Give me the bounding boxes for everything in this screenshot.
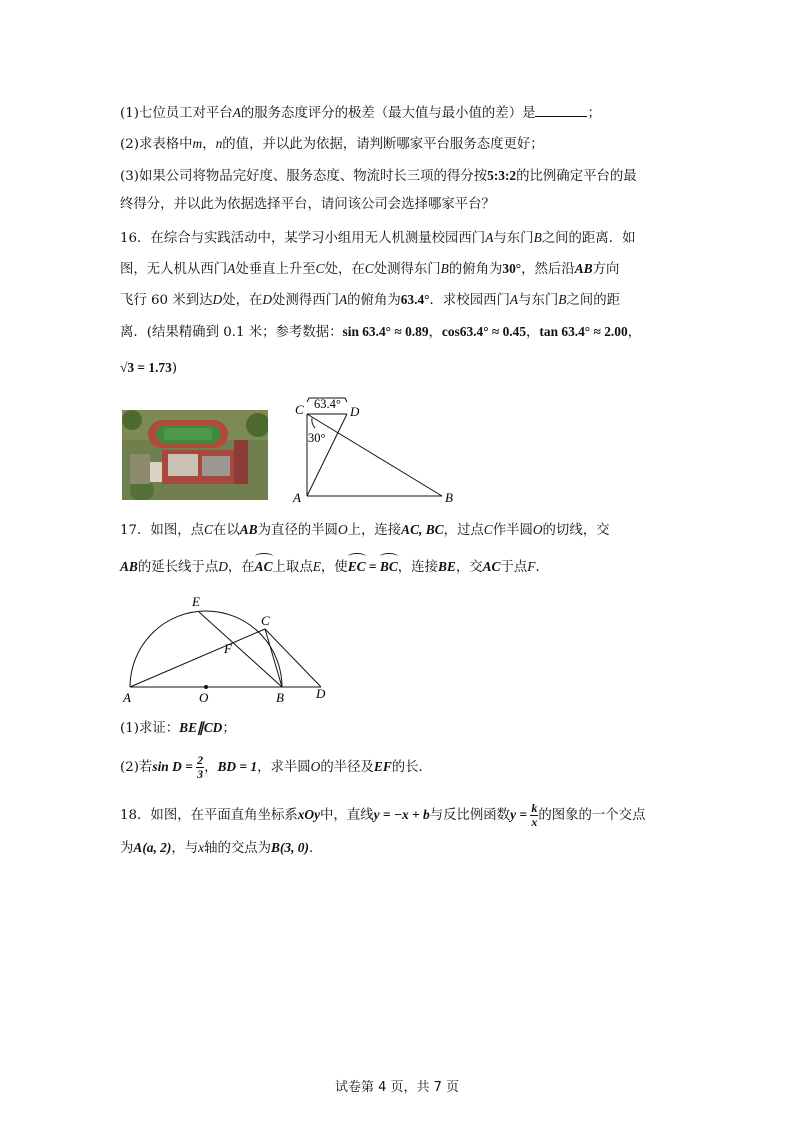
campus-aerial-photo bbox=[122, 410, 268, 500]
label-angle-30: 30° bbox=[308, 431, 326, 445]
semicircle-arc bbox=[130, 611, 282, 687]
answer-blank bbox=[535, 104, 587, 117]
label-c: C bbox=[261, 613, 270, 628]
q16-line3: 飞行 60 米到达D处，在D处测得西门A的俯角为63.4°．求校园西门A与东门B之间的距 bbox=[120, 292, 620, 308]
label-a: A bbox=[123, 690, 131, 704]
campus-photo-illustration bbox=[122, 410, 268, 500]
q15-part3-cont: 终得分，并以此为依据选择平台，请问该公司会选择哪家平台？ bbox=[120, 197, 495, 212]
q15-part1: (1)七位员工对平台A的服务态度评分的极差（最大值与最小值的差）是 ； bbox=[120, 105, 601, 121]
q17-figure bbox=[118, 590, 340, 704]
label-d: D bbox=[316, 686, 326, 701]
q16-line1: 16．在综合与实践活动中，某学习小组用无人机测量校园西门A与东门B之间的距离．如 bbox=[120, 230, 636, 246]
label-f: F bbox=[224, 641, 232, 656]
q16-line2: 图，无人机从西门A处垂直上升至C处，在C处测得东门B的俯角为30°，然后沿AB方向 bbox=[120, 261, 620, 277]
q16-line5: √3 = 1.73) bbox=[120, 360, 178, 376]
label-d: D bbox=[350, 404, 360, 419]
q15-part3: (3)如果公司将物品完好度、服务态度、物流时长三项的得分按5:3:2的比例确定平台的最 bbox=[120, 168, 637, 184]
q16-figure bbox=[290, 392, 462, 506]
label-b: B bbox=[276, 690, 284, 704]
q18-line1: 18．如图，在平面直角坐标系xOy中，直线y = −x + b与反比例函数y = $\frac{k}{x}$ 的图象的一个交点 bbox=[120, 801, 646, 829]
q17-line2: AB的延长线于点D，在AC上取点E，使EC = BC，连接BE，交AC于点F． bbox=[120, 559, 549, 575]
q18-line2: 为A(a, 2)，与x轴的交点为B(3, 0)． bbox=[120, 840, 323, 856]
q17-line1: 17．如图，点C在以AB为直径的半圆O上，连接AC, BC，过点C作半圆O的切线，交 bbox=[120, 522, 610, 538]
angle-30-marker bbox=[312, 418, 315, 428]
label-c: C bbox=[295, 402, 304, 417]
label-e: E bbox=[192, 594, 200, 609]
q15-part2: (2)求表格中m，n的值，并以此为依据，请判断哪家平台服务态度更好； bbox=[120, 136, 544, 152]
fraction-k-over-x: $\frac{k}{x}$ bbox=[531, 801, 538, 829]
label-b: B bbox=[445, 490, 453, 505]
q16-line4: 离．(结果精确到 0.1 米；参考数据：sin 63.4° ≈ 0.89，cos63.4° ≈ 0.45，tan 63.4° ≈ 2.00， bbox=[120, 324, 642, 340]
fraction-two-thirds: $\frac{2}{3}$ bbox=[197, 753, 204, 781]
ac-chord bbox=[130, 629, 265, 687]
center-point bbox=[204, 685, 208, 689]
q17-part2: (2)若sin D = $\frac{2}{3}$ ，BD = 1，求半圆O的半径及EF的长． bbox=[120, 753, 432, 781]
label-angle-63: 63.4° bbox=[314, 397, 341, 411]
q17-part1: (1)求证：BE∥CD； bbox=[120, 720, 236, 736]
label-o: O bbox=[199, 690, 209, 704]
page-footer: 试卷第 4 页，共 7 页 bbox=[334, 1080, 460, 1095]
label-a: A bbox=[293, 490, 301, 505]
